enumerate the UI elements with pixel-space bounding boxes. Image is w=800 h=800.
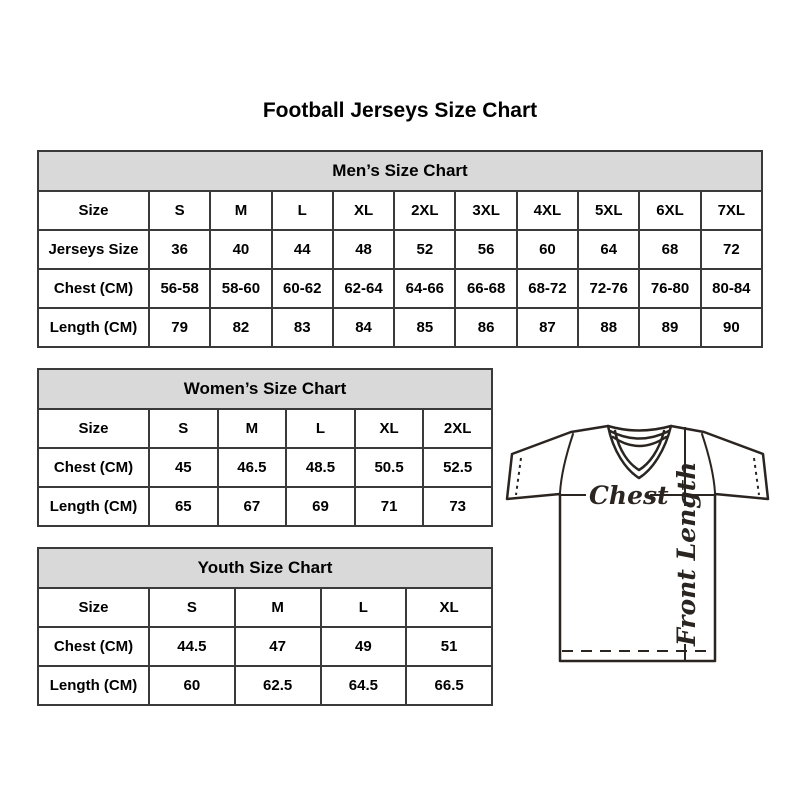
women-table-row — [38, 448, 492, 487]
women-table-row — [38, 409, 492, 448]
men-cell: L — [272, 191, 333, 230]
men-table-row — [38, 308, 762, 347]
women-cell: 67 — [218, 487, 287, 526]
women-cell: 52.5 — [423, 448, 492, 487]
men-cell: 90 — [701, 308, 762, 347]
youth-size-table — [37, 547, 493, 706]
men-cell: 68 — [639, 230, 700, 269]
men-cell: 4XL — [517, 191, 578, 230]
men-cell: 56-58 — [149, 269, 210, 308]
men-cell: 68-72 — [517, 269, 578, 308]
youth-size-table-container — [37, 547, 493, 706]
women-title-row — [38, 369, 492, 409]
men-cell: 72 — [701, 230, 762, 269]
youth-table-title: Youth Size Chart — [38, 548, 492, 588]
youth-cell: L — [321, 588, 407, 627]
men-title-row — [38, 151, 762, 191]
men-cell: 44 — [272, 230, 333, 269]
page-title: Football Jerseys Size Chart — [262, 99, 538, 122]
youth-table-row — [38, 627, 492, 666]
youth-cell: 51 — [406, 627, 492, 666]
youth-row-label: Chest (CM) — [38, 627, 149, 666]
men-table-row — [38, 230, 762, 269]
men-cell: 36 — [149, 230, 210, 269]
men-table-title: Men’s Size Chart — [38, 151, 762, 191]
men-row-label: Length (CM) — [38, 308, 149, 347]
men-cell: 40 — [210, 230, 271, 269]
men-cell: 64-66 — [394, 269, 455, 308]
men-cell: 88 — [578, 308, 639, 347]
men-cell: 2XL — [394, 191, 455, 230]
women-cell: 65 — [149, 487, 218, 526]
youth-cell: 60 — [149, 666, 235, 705]
men-cell: XL — [333, 191, 394, 230]
men-cell: 7XL — [701, 191, 762, 230]
women-cell: 48.5 — [286, 448, 355, 487]
jersey-outline — [507, 426, 768, 661]
front-length-label: Front Length — [672, 461, 701, 646]
men-row-label: Chest (CM) — [38, 269, 149, 308]
youth-table-row — [38, 588, 492, 627]
men-cell: 87 — [517, 308, 578, 347]
women-row-label: Length (CM) — [38, 487, 149, 526]
youth-cell: 49 — [321, 627, 407, 666]
women-cell: L — [286, 409, 355, 448]
men-cell: 6XL — [639, 191, 700, 230]
men-table-row — [38, 191, 762, 230]
men-cell: 82 — [210, 308, 271, 347]
men-cell: 3XL — [455, 191, 516, 230]
men-cell: 76-80 — [639, 269, 700, 308]
men-cell: M — [210, 191, 271, 230]
men-cell: 84 — [333, 308, 394, 347]
youth-title-row — [38, 548, 492, 588]
men-cell: 89 — [639, 308, 700, 347]
men-cell: 72-76 — [578, 269, 639, 308]
chest-label: Chest — [589, 481, 669, 510]
women-table-row — [38, 487, 492, 526]
jersey-measurement-diagram — [496, 396, 786, 696]
women-cell: 45 — [149, 448, 218, 487]
men-row-label: Size — [38, 191, 149, 230]
men-cell: 66-68 — [455, 269, 516, 308]
youth-cell: 62.5 — [235, 666, 321, 705]
women-size-table — [37, 368, 493, 527]
women-cell: XL — [355, 409, 424, 448]
men-cell: 79 — [149, 308, 210, 347]
men-cell: 60 — [517, 230, 578, 269]
men-table-row — [38, 269, 762, 308]
youth-row-label: Size — [38, 588, 149, 627]
women-row-label: Size — [38, 409, 149, 448]
men-cell: 62-64 — [333, 269, 394, 308]
men-cell: 52 — [394, 230, 455, 269]
youth-cell: 47 — [235, 627, 321, 666]
jersey-diagram-svg — [496, 396, 786, 696]
men-row-label: Jerseys Size — [38, 230, 149, 269]
men-size-table — [37, 150, 763, 348]
men-cell: 64 — [578, 230, 639, 269]
women-cell: 50.5 — [355, 448, 424, 487]
men-cell: 80-84 — [701, 269, 762, 308]
men-cell: 48 — [333, 230, 394, 269]
youth-cell: 64.5 — [321, 666, 407, 705]
men-cell: 5XL — [578, 191, 639, 230]
women-cell: 69 — [286, 487, 355, 526]
women-cell: 2XL — [423, 409, 492, 448]
youth-cell: M — [235, 588, 321, 627]
women-cell: S — [149, 409, 218, 448]
men-cell: 60-62 — [272, 269, 333, 308]
men-cell: 83 — [272, 308, 333, 347]
womens-size-table-container — [37, 368, 493, 527]
youth-cell: XL — [406, 588, 492, 627]
men-cell: 85 — [394, 308, 455, 347]
women-cell: 46.5 — [218, 448, 287, 487]
youth-cell: 44.5 — [149, 627, 235, 666]
youth-row-label: Length (CM) — [38, 666, 149, 705]
youth-table-row — [38, 666, 492, 705]
men-cell: 58-60 — [210, 269, 271, 308]
men-cell: 56 — [455, 230, 516, 269]
youth-cell: 66.5 — [406, 666, 492, 705]
women-cell: 71 — [355, 487, 424, 526]
youth-cell: S — [149, 588, 235, 627]
women-cell: 73 — [423, 487, 492, 526]
mens-size-table-container — [37, 150, 763, 348]
women-cell: M — [218, 409, 287, 448]
women-row-label: Chest (CM) — [38, 448, 149, 487]
women-table-title: Women’s Size Chart — [38, 369, 492, 409]
men-cell: S — [149, 191, 210, 230]
men-cell: 86 — [455, 308, 516, 347]
